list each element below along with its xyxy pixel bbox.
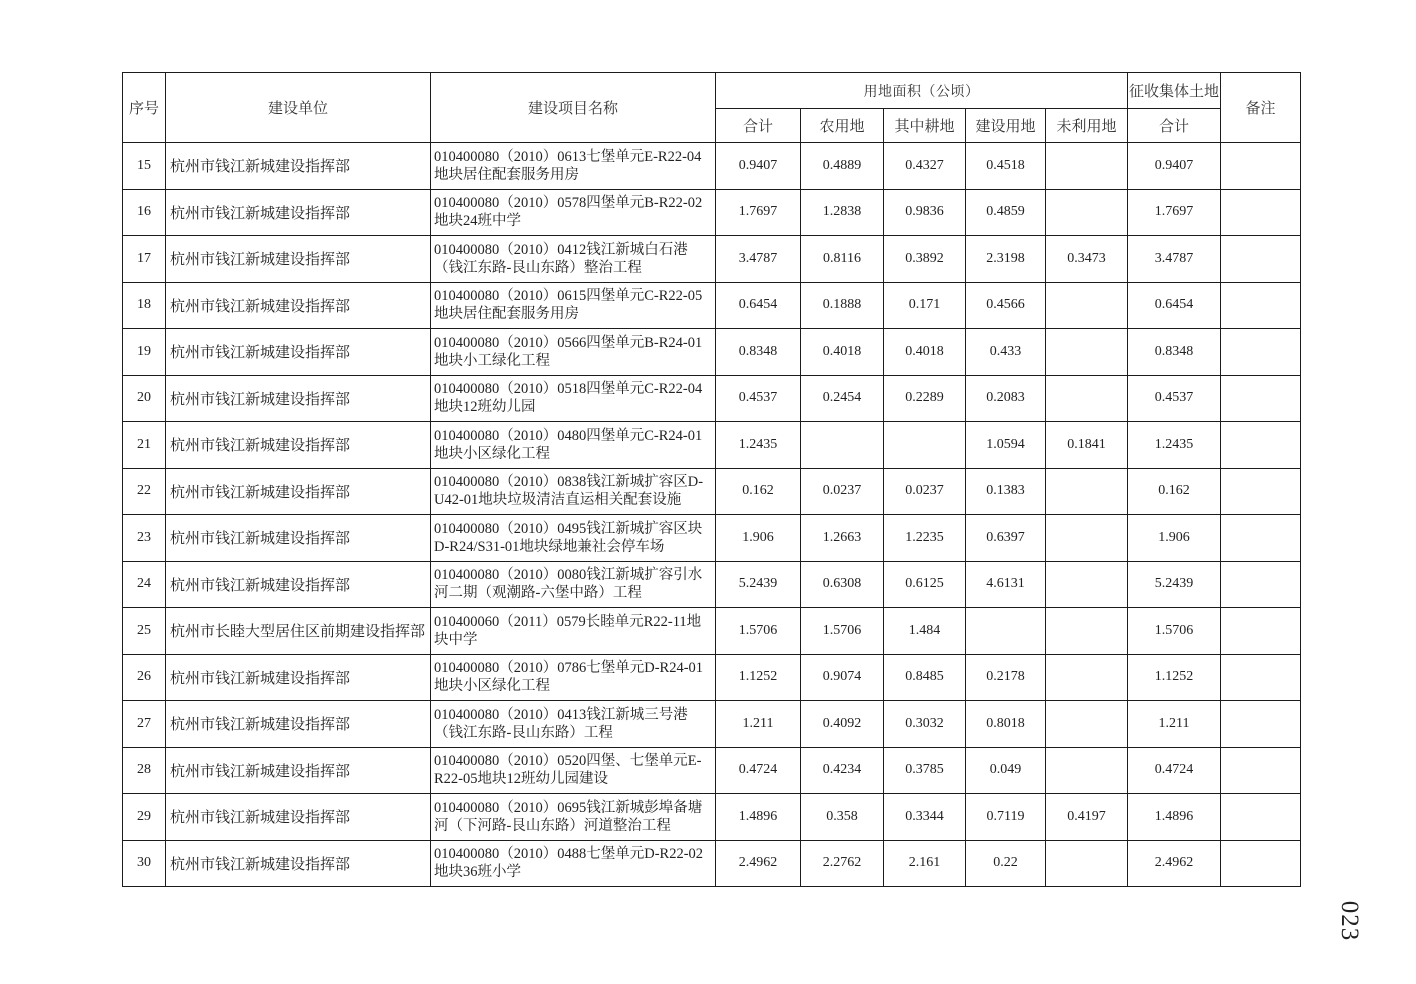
cell-total: 3.4787	[716, 236, 801, 283]
cell-collective-total: 1.906	[1128, 515, 1221, 562]
cell-seq: 27	[123, 701, 166, 748]
cell-unused	[1046, 375, 1128, 422]
cell-cultivated: 0.3344	[884, 794, 966, 841]
cell-agricultural: 0.4234	[801, 747, 884, 794]
cell-project: 010400080（2010）0578四堡单元B-R22-02地块24班中学	[431, 189, 716, 236]
cell-collective-total: 0.8348	[1128, 329, 1221, 376]
header-seq: 序号	[123, 73, 166, 143]
cell-collective-total: 1.5706	[1128, 608, 1221, 655]
cell-unused	[1046, 468, 1128, 515]
cell-collective-total: 0.4724	[1128, 747, 1221, 794]
cell-agricultural: 1.5706	[801, 608, 884, 655]
cell-cultivated: 1.2235	[884, 515, 966, 562]
cell-project: 010400080（2010）0695钱江新城彭埠备塘河（下河路-艮山东路）河道整治工程	[431, 794, 716, 841]
cell-cultivated: 2.161	[884, 840, 966, 887]
cell-seq: 28	[123, 747, 166, 794]
cell-collective-total: 1.4896	[1128, 794, 1221, 841]
table-row	[123, 608, 1301, 655]
cell-remarks	[1221, 189, 1301, 236]
cell-seq: 18	[123, 282, 166, 329]
cell-unit: 杭州市钱江新城建设指挥部	[166, 794, 431, 841]
cell-collective-total: 1.2435	[1128, 422, 1221, 469]
table-row	[123, 468, 1301, 515]
cell-unit: 杭州市钱江新城建设指挥部	[166, 143, 431, 190]
cell-remarks	[1221, 468, 1301, 515]
cell-cultivated: 0.4327	[884, 143, 966, 190]
cell-seq: 26	[123, 654, 166, 701]
cell-collective-total: 0.6454	[1128, 282, 1221, 329]
header-agricultural: 农用地	[801, 109, 884, 143]
cell-cultivated: 0.9836	[884, 189, 966, 236]
cell-agricultural: 0.0237	[801, 468, 884, 515]
cell-remarks	[1221, 701, 1301, 748]
cell-remarks	[1221, 561, 1301, 608]
header-total: 合计	[716, 109, 801, 143]
cell-unit: 杭州市钱江新城建设指挥部	[166, 747, 431, 794]
table-row	[123, 236, 1301, 283]
cell-construction: 0.4566	[966, 282, 1046, 329]
cell-unit: 杭州市钱江新城建设指挥部	[166, 189, 431, 236]
cell-seq: 19	[123, 329, 166, 376]
cell-unused	[1046, 189, 1128, 236]
cell-construction: 0.2083	[966, 375, 1046, 422]
cell-project: 010400080（2010）0786七堡单元D-R24-01地块小区绿化工程	[431, 654, 716, 701]
cell-total: 1.1252	[716, 654, 801, 701]
cell-construction	[966, 608, 1046, 655]
cell-construction: 0.22	[966, 840, 1046, 887]
cell-unused	[1046, 654, 1128, 701]
cell-seq: 29	[123, 794, 166, 841]
table-row	[123, 189, 1301, 236]
cell-agricultural: 1.2838	[801, 189, 884, 236]
header-construction: 建设用地	[966, 109, 1046, 143]
table-header	[123, 73, 1301, 143]
cell-seq: 23	[123, 515, 166, 562]
page-number: 023	[1336, 900, 1363, 942]
cell-agricultural: 0.4018	[801, 329, 884, 376]
header-unit: 建设单位	[166, 73, 431, 143]
cell-agricultural: 0.9074	[801, 654, 884, 701]
cell-cultivated: 0.3032	[884, 701, 966, 748]
cell-agricultural: 0.358	[801, 794, 884, 841]
cell-collective-total: 0.9407	[1128, 143, 1221, 190]
cell-project: 010400080（2010）0488七堡单元D-R22-02地块36班小学	[431, 840, 716, 887]
cell-cultivated: 0.6125	[884, 561, 966, 608]
cell-unused: 0.1841	[1046, 422, 1128, 469]
header-collective-land: 征收集体土地	[1128, 73, 1221, 109]
cell-remarks	[1221, 794, 1301, 841]
cell-collective-total: 1.211	[1128, 701, 1221, 748]
cell-unit: 杭州市钱江新城建设指挥部	[166, 236, 431, 283]
cell-total: 0.6454	[716, 282, 801, 329]
cell-construction: 0.6397	[966, 515, 1046, 562]
cell-agricultural: 0.6308	[801, 561, 884, 608]
cell-project: 010400080（2010）0413钱江新城三号港（钱江东路-艮山东路）工程	[431, 701, 716, 748]
cell-seq: 30	[123, 840, 166, 887]
cell-project: 010400080（2010）0480四堡单元C-R24-01地块小区绿化工程	[431, 422, 716, 469]
header-remarks: 备注	[1221, 73, 1301, 143]
cell-total: 0.4537	[716, 375, 801, 422]
cell-unused	[1046, 143, 1128, 190]
cell-remarks	[1221, 840, 1301, 887]
cell-cultivated: 0.171	[884, 282, 966, 329]
table-row	[123, 143, 1301, 190]
cell-construction: 0.4859	[966, 189, 1046, 236]
cell-total: 2.4962	[716, 840, 801, 887]
cell-remarks	[1221, 236, 1301, 283]
cell-unused	[1046, 701, 1128, 748]
cell-unit: 杭州市钱江新城建设指挥部	[166, 701, 431, 748]
table-row	[123, 747, 1301, 794]
cell-unused: 0.3473	[1046, 236, 1128, 283]
cell-project: 010400080（2010）0520四堡、七堡单元E-R22-05地块12班幼儿园建设	[431, 747, 716, 794]
cell-remarks	[1221, 608, 1301, 655]
cell-unused	[1046, 282, 1128, 329]
cell-total: 1.2435	[716, 422, 801, 469]
cell-remarks	[1221, 747, 1301, 794]
cell-collective-total: 2.4962	[1128, 840, 1221, 887]
cell-project: 010400080（2010）0613七堡单元E-R22-04地块居住配套服务用房	[431, 143, 716, 190]
table-row	[123, 654, 1301, 701]
cell-agricultural: 0.8116	[801, 236, 884, 283]
cell-collective-total: 3.4787	[1128, 236, 1221, 283]
cell-total: 0.9407	[716, 143, 801, 190]
cell-cultivated: 0.0237	[884, 468, 966, 515]
cell-collective-total: 0.162	[1128, 468, 1221, 515]
cell-construction: 0.7119	[966, 794, 1046, 841]
cell-project: 010400080（2010）0412钱江新城白石港（钱江东路-艮山东路）整治工程	[431, 236, 716, 283]
cell-remarks	[1221, 654, 1301, 701]
table-row	[123, 840, 1301, 887]
header-project: 建设项目名称	[431, 73, 716, 143]
cell-project: 010400080（2010）0838钱江新城扩容区D-U42-01地块垃圾清洁直运相关配套设施	[431, 468, 716, 515]
cell-unit: 杭州市钱江新城建设指挥部	[166, 375, 431, 422]
cell-construction: 0.433	[966, 329, 1046, 376]
table-row	[123, 515, 1301, 562]
cell-collective-total: 0.4537	[1128, 375, 1221, 422]
header-land-area: 用地面积（公顷）	[716, 73, 1128, 109]
cell-unused	[1046, 561, 1128, 608]
cell-agricultural: 0.4889	[801, 143, 884, 190]
cell-unused	[1046, 608, 1128, 655]
cell-unit: 杭州市钱江新城建设指挥部	[166, 468, 431, 515]
cell-unused	[1046, 329, 1128, 376]
cell-cultivated: 0.3785	[884, 747, 966, 794]
cell-construction: 0.049	[966, 747, 1046, 794]
cell-unused: 0.4197	[1046, 794, 1128, 841]
cell-seq: 16	[123, 189, 166, 236]
cell-unit: 杭州市钱江新城建设指挥部	[166, 654, 431, 701]
cell-cultivated: 1.484	[884, 608, 966, 655]
cell-remarks	[1221, 282, 1301, 329]
table-row	[123, 329, 1301, 376]
cell-project: 010400080（2010）0495钱江新城扩容区块D-R24/S31-01地块绿地兼社会停车场	[431, 515, 716, 562]
cell-seq: 24	[123, 561, 166, 608]
cell-unused	[1046, 840, 1128, 887]
cell-total: 0.4724	[716, 747, 801, 794]
cell-cultivated: 0.4018	[884, 329, 966, 376]
table-row	[123, 561, 1301, 608]
cell-project: 010400080（2010）0615四堡单元C-R22-05地块居住配套服务用房	[431, 282, 716, 329]
cell-project: 010400060（2011）0579长睦单元R22-11地块中学	[431, 608, 716, 655]
cell-collective-total: 1.7697	[1128, 189, 1221, 236]
cell-unit: 杭州市钱江新城建设指挥部	[166, 282, 431, 329]
cell-agricultural: 0.1888	[801, 282, 884, 329]
cell-construction: 0.4518	[966, 143, 1046, 190]
cell-total: 0.162	[716, 468, 801, 515]
cell-remarks	[1221, 329, 1301, 376]
cell-unit: 杭州市钱江新城建设指挥部	[166, 329, 431, 376]
cell-unused	[1046, 515, 1128, 562]
cell-seq: 25	[123, 608, 166, 655]
table-row	[123, 701, 1301, 748]
cell-agricultural: 0.2454	[801, 375, 884, 422]
table-body	[123, 143, 1301, 887]
cell-unused	[1046, 747, 1128, 794]
cell-remarks	[1221, 375, 1301, 422]
cell-total: 1.906	[716, 515, 801, 562]
cell-total: 0.8348	[716, 329, 801, 376]
cell-construction: 4.6131	[966, 561, 1046, 608]
cell-unit: 杭州市钱江新城建设指挥部	[166, 515, 431, 562]
cell-unit: 杭州市钱江新城建设指挥部	[166, 840, 431, 887]
cell-construction: 0.1383	[966, 468, 1046, 515]
cell-total: 5.2439	[716, 561, 801, 608]
cell-seq: 20	[123, 375, 166, 422]
cell-construction: 0.2178	[966, 654, 1046, 701]
cell-collective-total: 1.1252	[1128, 654, 1221, 701]
cell-total: 1.211	[716, 701, 801, 748]
cell-project: 010400080（2010）0566四堡单元B-R24-01地块小工绿化工程	[431, 329, 716, 376]
cell-seq: 17	[123, 236, 166, 283]
land-use-table	[122, 72, 1301, 887]
cell-unit: 杭州市长睦大型居住区前期建设指挥部	[166, 608, 431, 655]
cell-remarks	[1221, 143, 1301, 190]
cell-total: 1.7697	[716, 189, 801, 236]
table-row	[123, 794, 1301, 841]
cell-collective-total: 5.2439	[1128, 561, 1221, 608]
header-cultivated: 其中耕地	[884, 109, 966, 143]
cell-agricultural: 1.2663	[801, 515, 884, 562]
cell-construction: 1.0594	[966, 422, 1046, 469]
table-row	[123, 375, 1301, 422]
cell-total: 1.4896	[716, 794, 801, 841]
cell-cultivated: 0.8485	[884, 654, 966, 701]
table-row	[123, 282, 1301, 329]
cell-construction: 0.8018	[966, 701, 1046, 748]
cell-remarks	[1221, 515, 1301, 562]
cell-unit: 杭州市钱江新城建设指挥部	[166, 422, 431, 469]
cell-agricultural	[801, 422, 884, 469]
header-unused: 未利用地	[1046, 109, 1128, 143]
cell-project: 010400080（2010）0080钱江新城扩容引水河二期（观潮路-六堡中路）工程	[431, 561, 716, 608]
cell-seq: 21	[123, 422, 166, 469]
cell-cultivated: 0.3892	[884, 236, 966, 283]
cell-construction: 2.3198	[966, 236, 1046, 283]
cell-cultivated: 0.2289	[884, 375, 966, 422]
cell-cultivated	[884, 422, 966, 469]
cell-agricultural: 2.2762	[801, 840, 884, 887]
cell-seq: 22	[123, 468, 166, 515]
cell-unit: 杭州市钱江新城建设指挥部	[166, 561, 431, 608]
cell-seq: 15	[123, 143, 166, 190]
header-collective-total: 合计	[1128, 109, 1221, 143]
table-row	[123, 422, 1301, 469]
cell-project: 010400080（2010）0518四堡单元C-R22-04地块12班幼儿园	[431, 375, 716, 422]
cell-remarks	[1221, 422, 1301, 469]
cell-agricultural: 0.4092	[801, 701, 884, 748]
cell-total: 1.5706	[716, 608, 801, 655]
